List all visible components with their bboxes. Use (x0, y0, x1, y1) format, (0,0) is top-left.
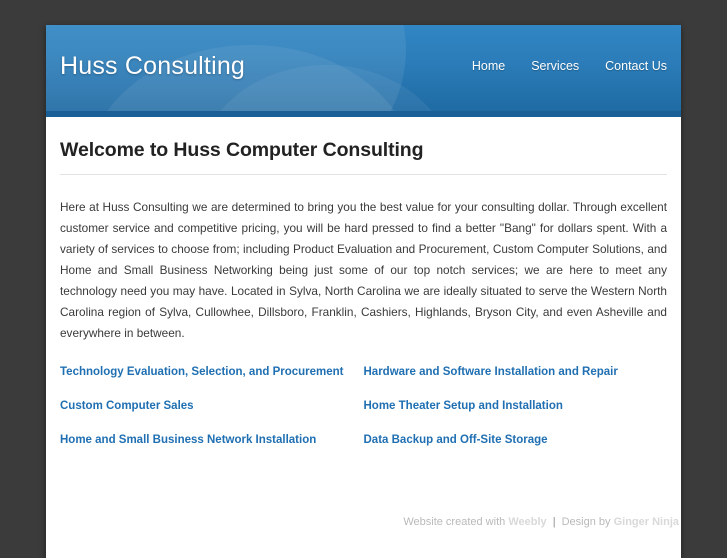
page-title: Welcome to Huss Computer Consulting (60, 139, 667, 175)
page-footer (46, 516, 681, 528)
site-header (46, 25, 681, 111)
nav-item-home[interactable]: Home (471, 59, 506, 73)
footer-separator: | (552, 516, 556, 528)
footer-created-with-label: Website created with (403, 516, 506, 528)
service-link-network-installation[interactable]: Home and Small Business Network Installation (60, 433, 317, 446)
website-page (46, 25, 681, 558)
service-link-custom-computer-sales[interactable]: Custom Computer Sales (60, 399, 194, 412)
site-title: Huss Consulting (60, 52, 246, 80)
service-link-home-theater-setup[interactable]: Home Theater Setup and Installation (363, 399, 563, 412)
services-link-list (60, 366, 667, 468)
service-link-hardware-software-installation[interactable]: Hardware and Software Installation and Repair (363, 365, 618, 378)
content-bottom-spacer (60, 468, 667, 558)
service-link-technology-evaluation[interactable]: Technology Evaluation, Selection, and Procurement (60, 365, 344, 378)
service-link-data-backup-storage[interactable]: Data Backup and Off-Site Storage (363, 433, 548, 446)
main-navigation (472, 59, 667, 73)
footer-weebly-link[interactable]: Weebly (508, 516, 547, 528)
nav-item-services[interactable]: Services (531, 59, 580, 73)
intro-paragraph: Here at Huss Consulting we are determined to bring you the best value for your consulting dollar. Through excellent customer service and competitive pricing, you will be hard pressed to find a better "Bang" for dollars spent. With a variety of services to choose from; including Product Evaluation and Procurement, Custom Computer Solutions, and Home and Small Business Networking being just some of our top notch services; we are here to meet any technology need you may have. Located in Sylva, North Carolina we are ideally situated to serve the Western North Carolina region of Sylva, Cullowhee, Dillsboro, Franklin, Cashiers, Highlands, Bryson City, and even Asheville and everywhere in between. (60, 200, 667, 340)
footer-design-by-label: Design by (561, 516, 611, 528)
nav-item-contact-us[interactable]: Contact Us (605, 59, 667, 73)
footer-designer-link[interactable]: Ginger Ninja (613, 516, 679, 528)
main-content (46, 117, 681, 558)
